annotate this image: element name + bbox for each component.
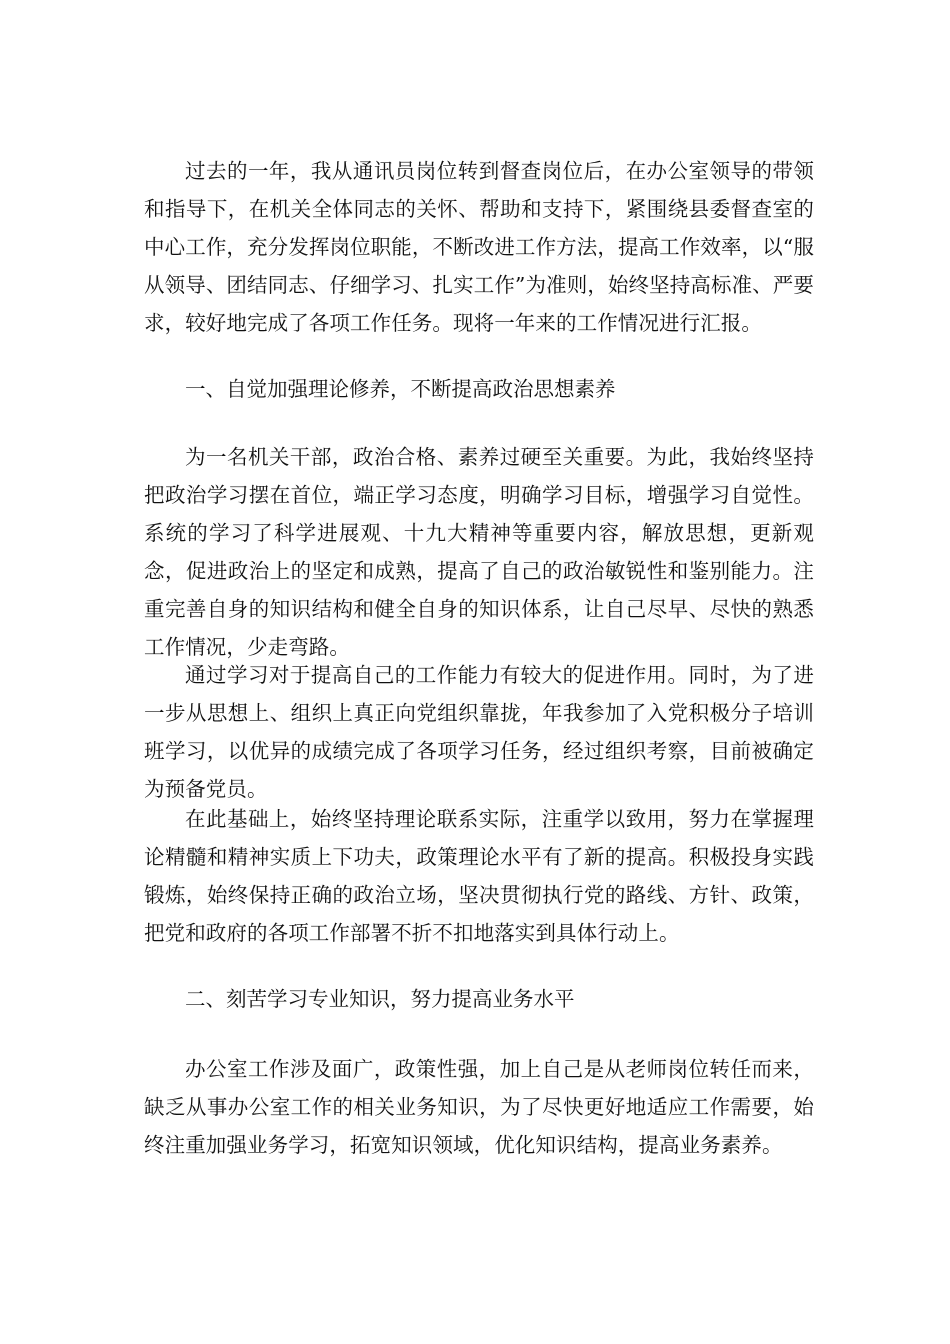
section-heading-2: 二、刻苦学习专业知识，努力提高业务水平 (185, 987, 575, 1011)
body-paragraph: 为一名机关干部，政治合格、素养过硬至关重要。为此，我始终坚持把政治学习摆在首位，端正学习态度，明确学习目标，增强学习自觉性。系统的学习了科学进展观、十九大精神等重要内容，解放思想，更新观念，促进政治上的坚定和成熟，提高了自己的政治敏锐性和鉴别能力。注重完善自身的知识结构和健全自身的知识体系，让自己尽早、尽快的熟悉工作情况，少走弯路。 (144, 445, 814, 659)
section-heading-1: 一、自觉加强理论修养，不断提高政治思想素养 (185, 377, 616, 401)
intro-paragraph: 过去的一年，我从通讯员岗位转到督查岗位后，在办公室领导的带领和指导下，在机关全体同志的关怀、帮助和支持下，紧围绕县委督查室的中心工作，充分发挥岗位职能，不断改进工作方法，提高工作效率，以“服从领导、团结同志、仔细学习、扎实工作”为准则，始终坚持高标准、严要求，较好地完成了各项工作任务。现将一年来的工作情况进行汇报。 (144, 159, 814, 335)
body-paragraph: 办公室工作涉及面广，政策性强，加上自己是从老师岗位转任而来，缺乏从事办公室工作的相关业务知识，为了尽快更好地适应工作需要，始终注重加强业务学习，拓宽知识领域，优化知识结构，提高业务素养。 (144, 1057, 814, 1157)
body-paragraph: 在此基础上，始终坚持理论联系实际，注重学以致用，努力在掌握理论精髓和精神实质上下功夫，政策理论水平有了新的提高。积极投身实践锻炼，始终保持正确的政治立场，坚决贯彻执行党的路线、方针、政策，把党和政府的各项工作部署不折不扣地落实到具体行动上。 (144, 807, 814, 945)
body-paragraph: 通过学习对于提高自己的工作能力有较大的促进作用。同时，为了进一步从思想上、组织上真正向党组织靠拢，年我参加了入党积极分子培训班学习，以优异的成绩完成了各项学习任务，经过组织考察，目前被确定为预备党员。 (144, 663, 814, 801)
